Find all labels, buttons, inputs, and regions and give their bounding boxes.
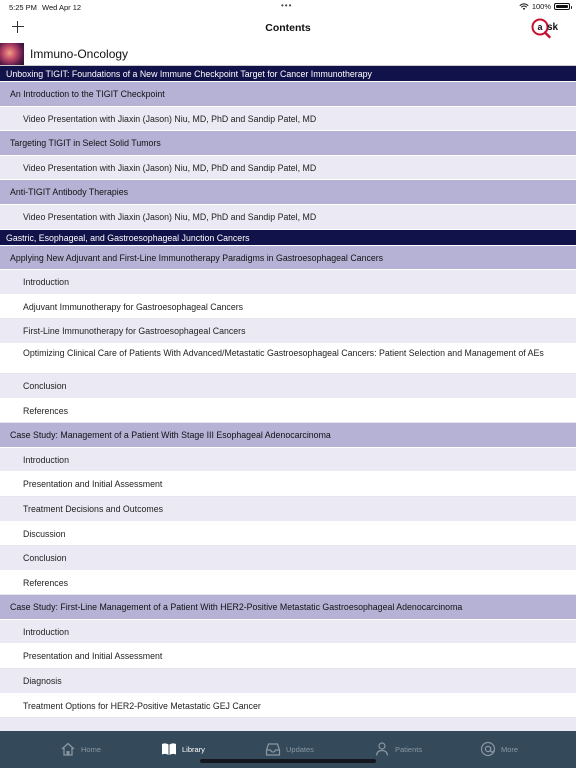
tab-library-label: Library (182, 744, 205, 754)
list-item-label: Introduction (23, 626, 69, 637)
wifi-icon (519, 3, 529, 11)
list-item[interactable] (0, 399, 576, 424)
list-item[interactable] (0, 107, 576, 132)
list-item[interactable] (0, 669, 576, 694)
list-item[interactable] (0, 205, 576, 230)
chapter-row-label: Anti-TIGIT Antibody Therapies (10, 187, 129, 198)
list-item-label: References (23, 577, 68, 588)
chapter-row-label: Targeting TIGIT in Select Solid Tumors (10, 138, 161, 149)
list-item[interactable] (0, 270, 576, 295)
tab-patients[interactable] (374, 739, 422, 759)
list-item[interactable] (0, 522, 576, 547)
battery-icon (554, 3, 570, 10)
book-header[interactable] (0, 43, 576, 66)
list-item[interactable] (0, 472, 576, 497)
list-item[interactable] (0, 571, 576, 596)
inbox-icon (265, 741, 281, 757)
svg-text:a: a (537, 22, 543, 32)
list-item-label: Optimizing Clinical Care of Patients With Advanced/Metastatic Gastroesophageal Cancers: Patient Selection and Management of AEs (23, 347, 544, 358)
list-item-label: Conclusion (23, 380, 67, 391)
at-icon (480, 741, 496, 757)
battery-percent: 100% (531, 2, 551, 11)
tab-home[interactable] (60, 739, 101, 759)
section-header-label: Unboxing TIGIT: Foundations of a New Immune Checkpoint Target for Cancer Immunotherapy (6, 69, 372, 79)
ask-search-button[interactable] (530, 16, 566, 40)
list-item[interactable] (0, 374, 576, 399)
chapter-row[interactable] (0, 131, 576, 156)
tab-library[interactable] (161, 739, 205, 759)
section-header (0, 66, 576, 82)
list-item[interactable] (0, 448, 576, 473)
list-item-label: Introduction (23, 454, 69, 465)
home-icon (60, 741, 76, 757)
list-item-label: Introduction (23, 277, 69, 288)
list-item[interactable] (0, 319, 576, 344)
status-bar (0, 0, 576, 14)
section-header (0, 230, 576, 246)
list-item-label: Video Presentation with Jiaxin (Jason) Niu, MD, PhD and Sandip Patel, MD (23, 162, 317, 173)
list-item-label: Video Presentation with Jiaxin (Jason) Niu, MD, PhD and Sandip Patel, MD (23, 211, 317, 222)
status-time: 5:25 PM (9, 3, 37, 12)
page-title: Contents (265, 22, 311, 34)
chapter-row-label: Case Study: Management of a Patient With Stage III Esophageal Adenocarcinoma (10, 430, 331, 441)
list-item[interactable] (0, 497, 576, 522)
list-item-label: Discussion (23, 528, 66, 539)
list-item-label: Diagnosis (23, 676, 62, 687)
status-date: Wed Apr 12 (42, 3, 82, 12)
navigation-bar (0, 14, 576, 42)
book-icon (161, 741, 177, 757)
chapter-row-label: Applying New Adjuvant and First-Line Immunotherapy Paradigms in Gastroesophageal Cancers (10, 252, 384, 263)
tab-home-label: Home (81, 744, 102, 754)
table-of-contents[interactable] (0, 66, 576, 731)
logo-text: sk (547, 22, 559, 33)
list-item[interactable] (0, 156, 576, 181)
list-item[interactable] (0, 718, 576, 731)
chapter-row[interactable] (0, 423, 576, 448)
tab-more[interactable] (480, 739, 518, 759)
ask-logo-icon (530, 16, 566, 40)
list-item[interactable] (0, 644, 576, 669)
list-item[interactable] (0, 295, 576, 320)
status-right (519, 2, 570, 11)
chapter-row[interactable] (0, 180, 576, 205)
list-item-label: Presentation and Initial Assessment (23, 651, 163, 662)
list-item-label: Presentation and Initial Assessment (23, 479, 163, 490)
tab-updates-label: Updates (286, 744, 314, 754)
chapter-row-label: An Introduction to the TIGIT Checkpoint (10, 89, 165, 99)
list-item-label: Treatment Options for HER2-Positive Metastatic GEJ Cancer (23, 700, 261, 711)
list-item-label: Treatment Decisions and Outcomes (23, 503, 163, 514)
section-header-label: Gastric, Esophageal, and Gastroesophageal Junction Cancers (6, 232, 250, 243)
list-item[interactable] (0, 546, 576, 571)
list-item-label: Conclusion (23, 553, 67, 564)
list-item-label: Adjuvant Immunotherapy for Gastroesophageal Cancers (23, 301, 244, 312)
list-item-label: Video Presentation with Jiaxin (Jason) Niu, MD, PhD and Sandip Patel, MD (23, 113, 317, 124)
list-item-label: First-Line Immunotherapy for Gastroesophageal Cancers (23, 326, 246, 337)
person-icon (374, 741, 390, 757)
home-indicator[interactable] (200, 759, 376, 763)
chapter-row[interactable] (0, 246, 576, 271)
chapter-row[interactable] (0, 595, 576, 620)
chapter-row-label: Case Study: First-Line Management of a Patient With HER2-Positive Metastatic Gastroesophageal Adenocarcinoma (10, 602, 463, 613)
multitasking-dots-icon[interactable]: ••• (281, 1, 293, 10)
list-item[interactable] (0, 620, 576, 645)
tab-patients-label: Patients (395, 744, 423, 754)
tab-more-label: More (501, 744, 519, 754)
list-item[interactable] (0, 344, 576, 374)
book-cover-thumbnail (0, 43, 24, 65)
list-item[interactable] (0, 694, 576, 719)
list-item-label: References (23, 405, 68, 416)
chapter-row[interactable] (0, 82, 576, 107)
book-title: Immuno-Oncology (30, 47, 129, 61)
tab-updates[interactable] (265, 739, 314, 759)
